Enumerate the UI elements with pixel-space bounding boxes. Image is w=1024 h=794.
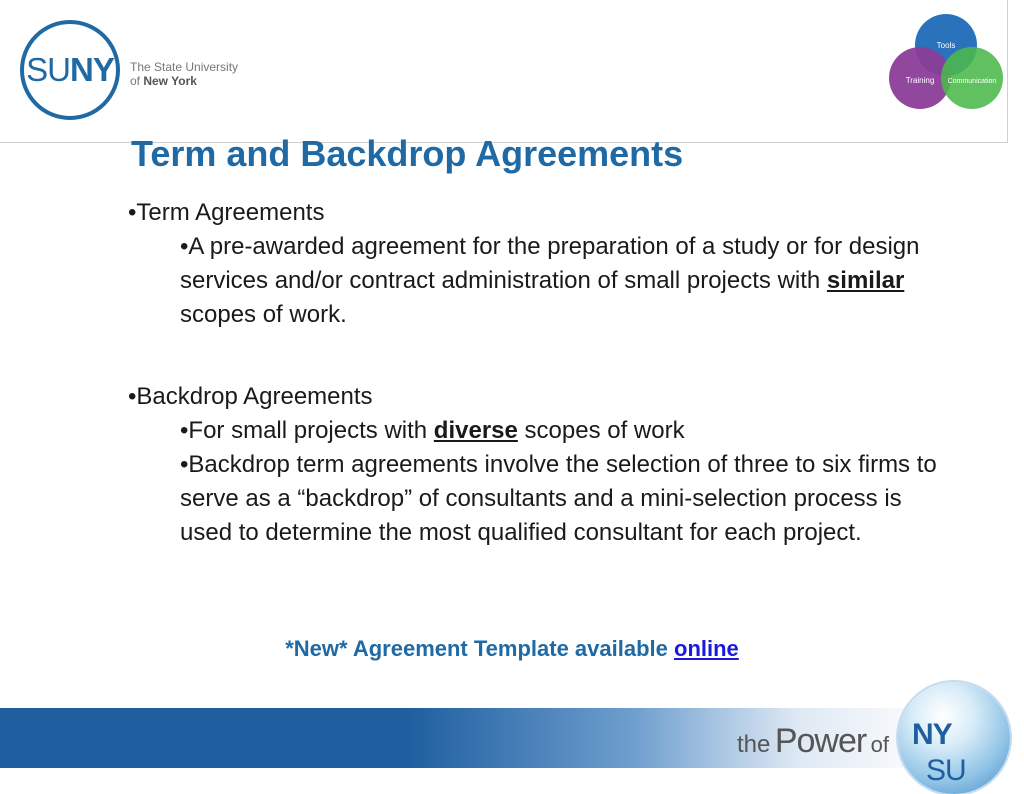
bullet-backdrop-small-projects — [180, 414, 940, 448]
suny-globe-logo — [898, 682, 1010, 794]
venn-label-tools: Tools — [936, 41, 956, 50]
term-detail-text: •A pre-awarded agreement for the preparation of a study or for design services and/or contract administration of small projects with — [180, 233, 920, 294]
tagline-the: the — [737, 731, 771, 758]
emphasis-similar: similar — [826, 267, 905, 294]
bullet-term-agreements: •Term Agreements — [128, 199, 325, 226]
online-link[interactable]: online — [674, 636, 739, 661]
emphasis-diverse: diverse — [433, 417, 518, 444]
header-banner — [0, 0, 1008, 143]
slide-title: Term and Backdrop Agreements — [131, 133, 684, 174]
logo-line1: The State University — [130, 60, 239, 74]
bullet-backdrop-selection: •Backdrop term agreements involve the selection of three to six firms to serve as a “backdrop” of consultants and a mini-selection process is used to determine the most qualified consultant for each project. — [180, 451, 937, 546]
venn-label-training: Training — [905, 76, 935, 85]
logo-ny: NY — [70, 51, 114, 88]
term-detail-tail: scopes of work. — [180, 301, 347, 328]
notice-text: *New* Agreement Template available — [285, 636, 675, 661]
template-notice — [0, 636, 1024, 662]
globe-su: SU — [926, 754, 966, 787]
logo-line2 — [130, 74, 238, 88]
suny-logo — [20, 20, 120, 120]
venn-diagram — [884, 14, 1008, 110]
backdrop-item1-tail: scopes of work — [517, 417, 685, 444]
globe-ny: NY — [912, 718, 952, 751]
power-of-suny-tagline — [737, 722, 889, 761]
globe-wordmark — [912, 718, 966, 787]
tagline-of: of — [870, 732, 890, 757]
logo-line2-bold: New York — [143, 74, 197, 88]
slide-body — [128, 196, 948, 550]
logo-wordmark — [130, 60, 238, 88]
bullet-term-detail — [180, 230, 940, 332]
logo-su: SU — [26, 51, 70, 88]
tagline-power: Power — [774, 722, 867, 760]
spacer — [128, 332, 948, 380]
backdrop-item1-text: •For small projects with — [180, 417, 434, 444]
logo-line2-prefix: of — [130, 74, 144, 88]
venn-label-communication: Communication — [947, 78, 997, 85]
bullet-backdrop-agreements: •Backdrop Agreements — [128, 383, 373, 410]
